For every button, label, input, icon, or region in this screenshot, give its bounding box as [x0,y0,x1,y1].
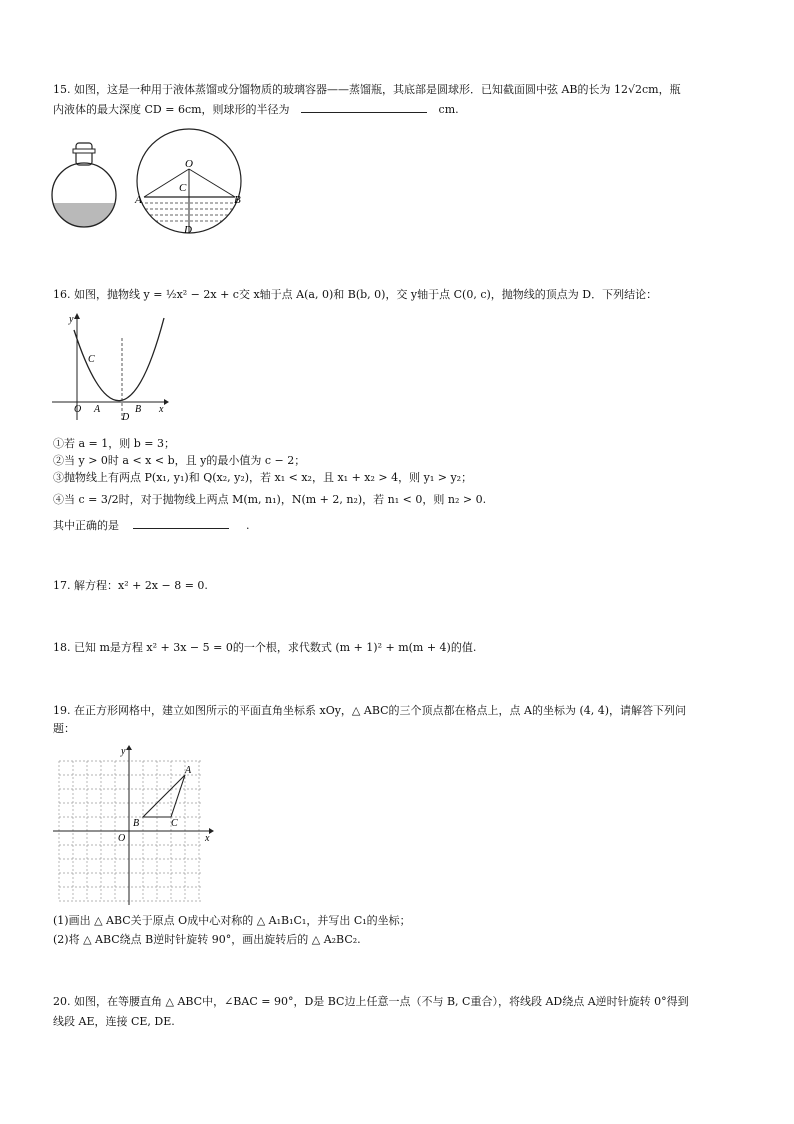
label-D: D [122,412,130,423]
q16-statement-4: ④当 c = 3/2时，对于抛物线上两点 M(m, n₁)，N(m + 2, n₂)，若 n₁ < 0，则 n₂ > 0. [53,493,487,506]
label-C: C [88,354,95,365]
label-A: A [135,194,142,206]
label-x: x [159,404,164,415]
q16-answer-line [53,517,250,534]
circle-cross-section-figure [135,125,247,237]
q19-line1: 19. 在正方形网格中，建立如图所示的平面直角坐标系 xOy，△ ABC的三个顶点都在格点上，点 A的坐标为 (4, 4)，请解答下列问 [53,704,687,717]
label-B: B [133,818,140,829]
label-O: O [118,833,126,844]
label-A: A [94,404,101,415]
q15-line1: 15. 如图，这是一种用于液体蒸馏或分馏物质的玻璃容器——蒸馏瓶，其底部是圆球形．已知截面圆中弦 AB的长为 12√2cm，瓶 [53,83,681,96]
q15-line2 [53,101,459,118]
label-C: C [171,818,178,829]
q19-part1: (1)画出 △ ABC关于原点 O成中心对称的 △ A₁B₁C₁，并写出 C₁的坐标； [53,914,411,927]
flask-liquid [50,203,122,243]
radius-OB [189,169,235,197]
q19-line2: 题： [53,722,75,735]
q16-line1: 16. 如图，抛物线 y = ½x² − 2x + c交 x轴于点 A(a, 0)和 B(b, 0)，交 y轴于点 C(0, c)，抛物线的顶点为 D．下列结论： [53,288,658,301]
q18-text: 18. 已知 m是方程 x² + 3x − 5 = 0的一个根，求代数式 (m + 1)² + m(m + 4)的值. [53,641,477,654]
q15-line2-text: 内液体的最大深度 CD = 6cm，则球形的半径为 [53,103,290,116]
label-D: D [184,224,192,236]
q16-answer-end: . [246,519,250,532]
parabola-figure [52,312,170,424]
label-A: A [185,765,192,776]
triangle-ABC [143,775,185,817]
label-O: O [74,404,82,415]
q16-statement-1: ①若 a = 1，则 b = 3； [53,437,176,450]
label-y: y [69,314,74,325]
q19-part2: (2)将 △ ABC绕点 B逆时针旋转 90°，画出旋转后的 △ A₂BC₂. [53,933,361,946]
grid-figure [53,745,218,905]
q20-line2: 线段 AE，连接 CE, DE. [53,1015,175,1028]
label-x: x [205,833,210,844]
q16-answer-label: 其中正确的是 [53,519,119,532]
label-O: O [185,158,193,170]
flask-figure [50,135,122,231]
q17-text: 17. 解方程：x² + 2x − 8 = 0. [53,579,208,592]
q16-statement-3: ③抛物线上有两点 P(x₁, y₁)和 Q(x₂, y₂)，若 x₁ < x₂，且 x₁ + x₂ > 4，则 y₁ > y₂； [53,471,473,484]
q20-line1: 20. 如图，在等腰直角 △ ABC中，∠BAC = 90°，D是 BC边上任意一点（不与 B, C重合），将线段 AD绕点 A逆时针旋转 0°得到 [53,995,689,1008]
label-y: y [121,746,126,757]
label-B: B [234,194,241,206]
label-B: B [135,404,142,415]
flask-neck [76,143,92,165]
q15-line2-unit: cm. [438,103,459,116]
q15-answer-blank[interactable] [301,101,427,113]
q16-statement-2: ②当 y > 0时 a < x < b，且 y的最小值为 c − 2； [53,454,306,467]
q16-answer-blank[interactable] [133,517,229,529]
label-C: C [179,182,187,194]
